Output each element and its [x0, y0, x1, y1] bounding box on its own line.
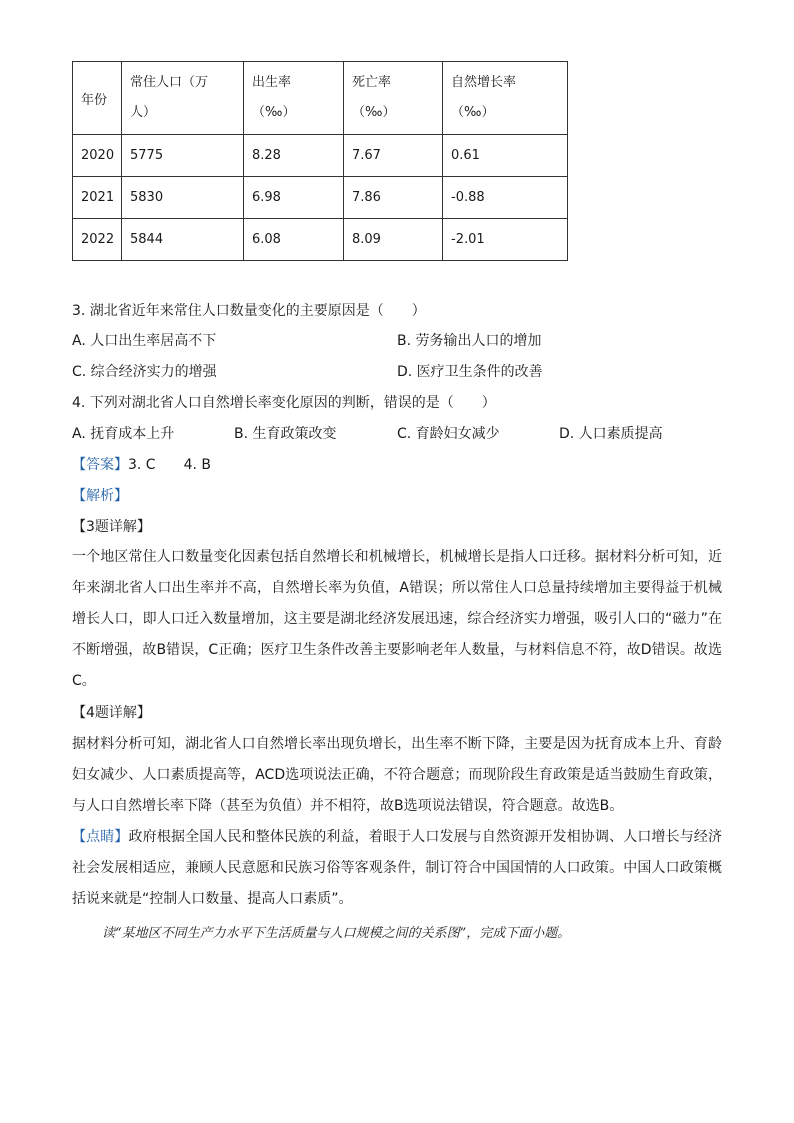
cell-year: 2022 — [73, 219, 122, 261]
table-row — [73, 219, 568, 261]
cell-natural-growth: -2.01 — [443, 219, 568, 261]
answer-tag: 【答案】 — [72, 457, 128, 473]
analysis-tag: 【解析】 — [72, 488, 128, 504]
question-3-option-b: B. 劳务输出人口的增加 — [397, 333, 542, 349]
detail-3-body: 一个地区常住人口数量变化因素包括自然增长和机械增长，机械增长是指人口迁移。据材料分析可知，近年来湖北省人口出生率并不高，自然增长率为负值，A错误；所以常住人口总量持续增加主要得益于机械增长人口，即人口迁入数量增加，这主要是湖北经济发展迅速，综合经济实力增强，吸引人口的“磁力”在不断增强，故B错误，C正确；医疗卫生条件改善主要影响老年人数量，与材料信息不符，故D错误。故选C。 — [72, 549, 722, 689]
question-4-stem: 4. 下列对湖北省人口自然增长率变化原因的判断，错误的是（ ） — [72, 395, 496, 411]
cell-birth-rate: 8.28 — [244, 135, 344, 177]
answer-text: 3. C 4. B — [128, 457, 211, 473]
comment-body: 政府根据全国人民和整体民族的利益，着眼于人口发展与自然资源开发相协调、人口增长与经济社会发展相适应，兼顾人民意愿和民族习俗等客观条件，制订符合中国国情的人口政策。中国人口政策概括说来就是“控制人口数量、提高人口素质”。 — [72, 829, 723, 907]
table-row — [73, 135, 568, 177]
cell-death-rate: 7.86 — [344, 177, 443, 219]
header-population — [122, 62, 244, 135]
detail-4-body: 据材料分析可知，湖北省人口自然增长率出现负增长，出生率不断下降，主要是因为抚育成本上升、育龄妇女减少、人口素质提高等，ACD选项说法正确，不符合题意；而现阶段生育政策是适当鼓励生育政策，与人口自然增长率下降（甚至为负值）并不相符，故B选项说法错误，符合题意。故选B。 — [72, 736, 722, 814]
header-population-line1: 常住人口（万 — [130, 75, 209, 90]
cell-population: 5775 — [122, 135, 244, 177]
question-3-option-a: A. 人口出生率居高不下 — [72, 333, 217, 349]
question-3-stem: 3. 湖北省近年来常住人口数量变化的主要原因是（ ） — [72, 303, 426, 319]
comment-block — [72, 822, 722, 915]
header-birth-line1: 出生率 — [252, 75, 292, 90]
detail-3-title: 【3题详解】 — [72, 519, 151, 535]
cell-death-rate: 8.09 — [344, 219, 443, 261]
header-population-line2: 人） — [130, 105, 157, 120]
header-death-line1: 死亡率 — [352, 75, 392, 90]
header-birth-line2: （‰） — [252, 105, 296, 120]
cell-year: 2020 — [73, 135, 122, 177]
question-4-option-d: D. 人口素质提高 — [559, 426, 663, 442]
question-4-option-a: A. 抚育成本上升 — [72, 426, 175, 442]
header-death-line2: （‰） — [352, 105, 396, 120]
header-birth-rate — [244, 62, 344, 135]
table-header-row — [73, 62, 568, 135]
header-year — [73, 62, 122, 135]
cell-birth-rate: 6.08 — [244, 219, 344, 261]
header-growth-line2: （‰） — [451, 105, 495, 120]
cell-death-rate: 7.67 — [344, 135, 443, 177]
next-question-lead: 读“某地区不同生产力水平下生活质量与人口规模之间的关系图”，完成下面小题。 — [102, 926, 571, 941]
header-growth-line1: 自然增长率 — [451, 75, 517, 90]
table-row — [73, 177, 568, 219]
cell-birth-rate: 6.98 — [244, 177, 344, 219]
question-4-option-c: C. 育龄妇女减少 — [397, 426, 500, 442]
question-4-option-b: B. 生育政策改变 — [234, 426, 337, 442]
cell-natural-growth: 0.61 — [443, 135, 568, 177]
question-3-option-d: D. 医疗卫生条件的改善 — [397, 364, 543, 380]
header-year-text: 年份 — [81, 92, 108, 108]
comment-tag: 【点睛】 — [72, 829, 129, 845]
detail-4-title: 【4题详解】 — [72, 705, 151, 721]
header-natural-growth — [443, 62, 568, 135]
cell-population: 5830 — [122, 177, 244, 219]
question-3-option-c: C. 综合经济实力的增强 — [72, 364, 217, 380]
cell-natural-growth: -0.88 — [443, 177, 568, 219]
cell-population: 5844 — [122, 219, 244, 261]
population-table — [72, 61, 568, 261]
header-death-rate — [344, 62, 443, 135]
cell-year: 2021 — [73, 177, 122, 219]
answer-line — [72, 455, 722, 475]
